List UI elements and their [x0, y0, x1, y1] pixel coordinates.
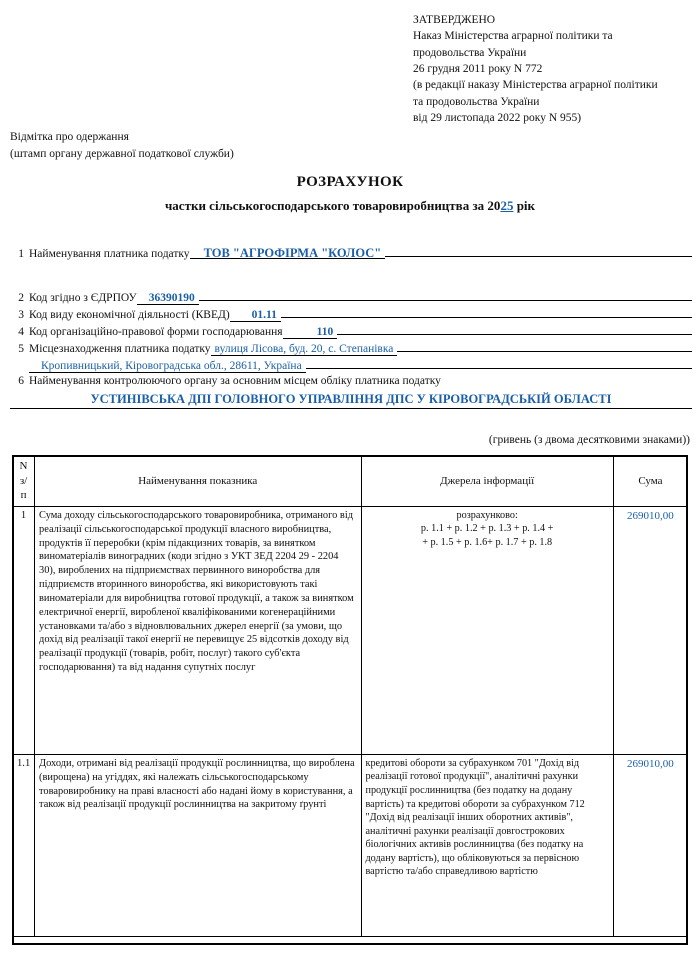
field-number-5: 5: [18, 343, 24, 355]
table-header-information-source: Джерела інформації: [361, 456, 613, 507]
field-taxpayer-address: [10, 340, 692, 357]
field-label-edrpou-code: Код згідно з ЄДРПОУ: [29, 292, 137, 304]
table-header-row: [13, 456, 688, 507]
field-label-legal-form-code: Код організаційно-правової форми господарювання: [29, 326, 283, 338]
row-number-1-1: 1.1: [13, 754, 35, 936]
table-header-indicator-name: Найменування показника: [35, 456, 361, 507]
row-source-1-1: кредитові обороти за субрахунком 701 "Дохід від реалізації готової продукції", аналітичні рахунки продукції рослинництва (без податку на додану вартість) та кредитові обороти за субрахунком 712 "Дохід від реалізації інших оборотних активів", аналітичні рахунки реалізації довгострокових біологічних активів рослинництва (без податку на додану вартість), що обліковуються за первісною вартістю та/або справедливою вартістю: [361, 754, 613, 936]
approval-line-3: продовольства України: [413, 46, 527, 59]
field-label-taxpayer-name: Найменування платника податку: [29, 248, 190, 260]
approval-block: [413, 12, 698, 126]
field-number-6: 6: [18, 375, 24, 387]
row-number-1: 1: [13, 506, 35, 754]
year-field[interactable]: 25: [500, 198, 514, 213]
field-taxpayer-name: [10, 245, 692, 262]
field-underline-5b: [306, 357, 692, 369]
field-number-3: 3: [18, 309, 24, 321]
approval-line-7: від 29 листопада 2022 року N 955): [413, 111, 582, 124]
table-header-number-line1: N: [19, 460, 28, 472]
page-subtitle: [0, 198, 700, 215]
field-value-taxpayer-address-line1[interactable]: вулиця Лісова, буд. 20, с. Степанівка: [211, 342, 398, 356]
table-header-number: [13, 456, 35, 507]
field-value-kved-code[interactable]: 01.11: [230, 308, 281, 322]
field-number-1: 1: [18, 248, 24, 260]
field-value-edrpou-code[interactable]: 36390190: [137, 291, 199, 305]
field-number-2: 2: [18, 292, 24, 304]
calculation-table: [12, 455, 688, 937]
subtitle-prefix: частки сільськогосподарського товаровиробництва за 20: [164, 198, 501, 213]
approval-line-4: 26 грудня 2011 року N 772: [413, 62, 543, 75]
table-header-sum: Сума: [613, 456, 687, 507]
units-note: (гривень (з двома десятковими знаками)): [488, 434, 690, 446]
receipt-note-line-1: Відмітка про одержання: [10, 131, 129, 143]
field-tax-authority: [10, 374, 692, 389]
field-value-taxpayer-name[interactable]: ТОВ "АГРОФІРМА "КОЛОС": [190, 245, 386, 259]
field-legal-form-code: [10, 323, 692, 340]
row-source-1: [361, 506, 613, 754]
field-label-kved-code: Код виду економічної діяльності (КВЕД): [29, 309, 230, 321]
row-source-formula-1-line1: р. 1.1 + р. 1.2 + р. 1.3 + р. 1.4 +: [420, 523, 554, 535]
table-header-number-line2: з/п: [19, 474, 28, 502]
approval-line-1: ЗАТВЕРДЖЕНО: [413, 14, 496, 26]
row-sum-1-1[interactable]: 269010,00: [613, 754, 687, 936]
subtitle-suffix: рік: [513, 198, 536, 213]
field-value-legal-form-code[interactable]: 110: [283, 325, 338, 339]
table-row: [13, 754, 688, 936]
row-sum-1[interactable]: 269010,00: [613, 506, 687, 754]
field-tax-authority-value-row: [10, 391, 692, 409]
field-label-tax-authority: Найменування контролюючого органу за основним місцем обліку платника податку: [29, 375, 441, 387]
page-title: РОЗРАХУНОК: [296, 174, 404, 190]
receipt-note-line-2: (штамп органу державної податкової служби): [10, 147, 234, 160]
field-underline-3: [281, 306, 692, 318]
field-number-4: 4: [18, 326, 24, 338]
field-taxpayer-address-continued: [10, 357, 692, 373]
field-underline-5a: [397, 340, 692, 352]
field-underline-2: [199, 289, 692, 301]
receipt-note: [10, 129, 234, 162]
row-source-label-1: розрахунково:: [456, 509, 518, 521]
row-indicator-name-1: Сума доходу сільськогосподарського товаровиробника, отриманого від реалізації сільськогосподарської продукції власного виробництва, продуктів її переробки (крім підакцизних товарів, за винятком виноматеріалів виноградних (коди згідно з УКТ ЗЕД 2204 29 - 2204 30), вироблених на підприємствах первинного виноробства для підприємств вторинного виноробства, які використовують такі виноматеріали для виробництва готової продукції, а також за винятком електричної енергії, виробленої кваліфікованими когенераційними установками та/або з відновлювальних джерел енергії (за умови, що дохід від реалізації такої енергії не перевищує 25 відсотків доходу від реалізації продукції (товарів, робіт, послуг) такого суб'єкта господарювання) та від надання супутніх послуг: [35, 506, 361, 754]
field-value-tax-authority[interactable]: УСТИНІВСЬКА ДПІ ГОЛОВНОГО УПРАВЛІННЯ ДПС У КІРОВОГРАДСЬКІЙ ОБЛАСТІ: [10, 391, 692, 409]
field-edrpou-code: [10, 289, 692, 306]
field-underline-4: [337, 323, 692, 335]
row-indicator-name-1-1: Доходи, отримані від реалізації продукції рослинництва, що вироблена (вирощена) на угіддях, які належать сільськогосподарському товаровиробнику на праві власності або надані йому в користування, а також від реалізації продукції рослинництва на закритому ґрунті: [35, 754, 361, 936]
approval-line-2: Наказ Міністерства аграрної політики та: [413, 30, 613, 43]
row-source-formula-1-line2: + р. 1.5 + р. 1.6+ р. 1.7 + р. 1.8: [422, 537, 553, 548]
approval-line-6: та продовольства України: [413, 95, 540, 108]
table-row: [13, 506, 688, 754]
field-kved-code: [10, 306, 692, 323]
field-label-taxpayer-address: Місцезнаходження платника податку: [29, 343, 211, 355]
field-value-taxpayer-address-line2[interactable]: Кропивницький, Кіровоградська обл., 28611, Україна: [29, 359, 306, 373]
field-underline-1: [385, 245, 692, 257]
approval-line-5: (в редакції наказу Міністерства аграрної політики: [413, 79, 658, 92]
